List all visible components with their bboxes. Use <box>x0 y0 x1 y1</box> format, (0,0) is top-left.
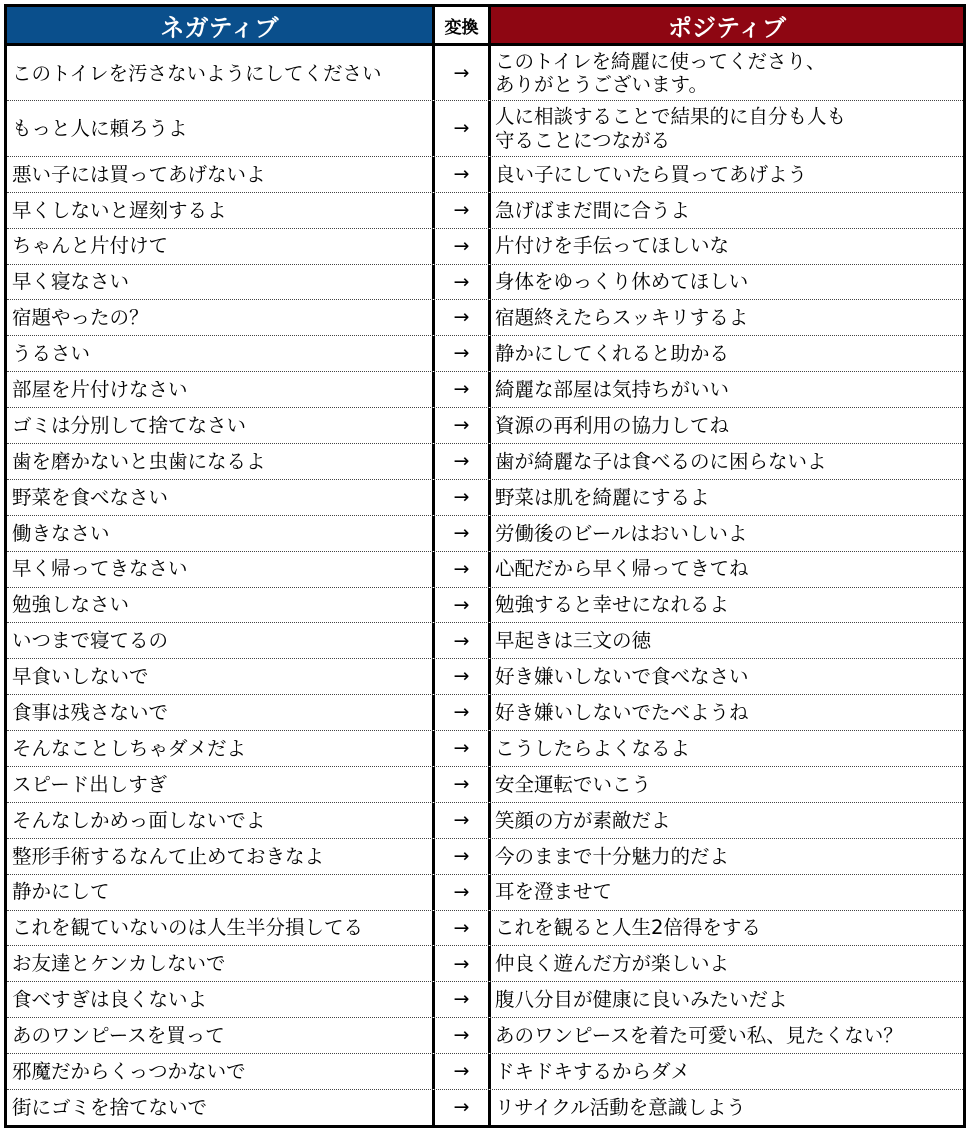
negative-phrase: 整形手術するなんて止めておきなよ <box>7 839 435 874</box>
table-row <box>7 838 963 874</box>
convert-column-header: 変換 <box>435 7 491 43</box>
table-row <box>7 407 963 443</box>
table-row <box>7 1089 963 1125</box>
table-row <box>7 46 963 100</box>
negative-phrase: 早くしないと遅刻するよ <box>7 193 435 228</box>
negative-phrase: 静かにして <box>7 875 435 910</box>
negative-phrase: 食べすぎは良くないよ <box>7 982 435 1017</box>
negative-phrase: 野菜を食べなさい <box>7 480 435 515</box>
negative-phrase: 食事は残さないで <box>7 695 435 730</box>
arrow-icon: → <box>435 552 491 587</box>
negative-phrase: もっと人に頼ろうよ <box>7 101 435 155</box>
arrow-icon: → <box>435 659 491 694</box>
arrow-icon: → <box>435 1054 491 1089</box>
table-row <box>7 945 963 981</box>
negative-phrase: うるさい <box>7 336 435 371</box>
positive-phrase: 身体をゆっくり休めてほしい <box>495 270 749 294</box>
positive-phrase: 良い子にしていたら買ってあげよう <box>495 162 808 186</box>
arrow-icon: → <box>435 408 491 443</box>
negative-phrase: スピード出しすぎ <box>7 767 435 802</box>
table-row <box>7 910 963 946</box>
positive-phrase: ドキドキするからダメ <box>495 1059 691 1083</box>
negative-phrase: いつまで寝てるの <box>7 623 435 658</box>
arrow-icon: → <box>435 839 491 874</box>
negative-phrase: そんなことしちゃダメだよ <box>7 731 435 766</box>
arrow-icon: → <box>435 803 491 838</box>
positive-phrase: 労働後のビールはおいしいよ <box>495 521 748 545</box>
positive-phrase: 好き嫌いしないでたべようね <box>495 700 749 724</box>
positive-phrase: 歯が綺麗な子は食べるのに困らないよ <box>495 449 827 473</box>
table-row <box>7 443 963 479</box>
negative-phrase: 早食いしないで <box>7 659 435 694</box>
table-row <box>7 192 963 228</box>
arrow-icon: → <box>435 911 491 946</box>
table-row <box>7 1053 963 1089</box>
table-row <box>7 264 963 300</box>
positive-phrase: 今のままで十分魅力的だよ <box>495 844 730 868</box>
positive-phrase: 資源の再利用の協力してね <box>495 413 730 437</box>
negative-phrase: あのワンピースを買って <box>7 1018 435 1053</box>
positive-phrase: 好き嫌いしないで食べなさい <box>495 665 749 689</box>
arrow-icon: → <box>435 336 491 371</box>
arrow-icon: → <box>435 875 491 910</box>
negative-phrase: ゴミは分別して捨てなさい <box>7 408 435 443</box>
arrow-icon: → <box>435 101 491 155</box>
table-row <box>7 694 963 730</box>
arrow-icon: → <box>435 46 491 100</box>
negative-phrase: 早く寝なさい <box>7 265 435 300</box>
arrow-icon: → <box>435 193 491 228</box>
negative-phrase: 宿題やったの？ <box>7 300 435 335</box>
negative-phrase: このトイレを汚さないようにしてください <box>7 46 435 100</box>
positive-phrase: あのワンピースを着た可愛い私、見たくない？ <box>495 1024 903 1047</box>
arrow-icon: → <box>435 516 491 551</box>
positive-phrase: 心配だから早く帰ってきてね <box>495 557 749 581</box>
positive-phrase: 片付けを手伝ってほしいな <box>495 234 730 258</box>
arrow-icon: → <box>435 946 491 981</box>
arrow-icon: → <box>435 372 491 407</box>
arrow-icon: → <box>435 265 491 300</box>
positive-phrase: これを観ると人生2倍得をする <box>495 916 761 940</box>
negative-phrase: 部屋を片付けなさい <box>7 372 435 407</box>
positive-phrase: 綺麗な部屋は気持ちがいい <box>495 377 730 401</box>
table-row <box>7 228 963 264</box>
positive-phrase: 仲良く遊んだ方が楽しいよ <box>495 952 730 976</box>
positive-column-header: ポジティブ <box>491 7 963 43</box>
negative-phrase: ちゃんと片付けて <box>7 229 435 264</box>
positive-phrase: 宿題終えたらスッキリするよ <box>495 306 749 330</box>
table-row <box>7 551 963 587</box>
arrow-icon: → <box>435 695 491 730</box>
positive-phrase: 静かにしてくれると助かる <box>495 342 730 366</box>
arrow-icon: → <box>435 623 491 658</box>
table-row <box>7 802 963 838</box>
table-row <box>7 766 963 802</box>
negative-phrase: 働きなさい <box>7 516 435 551</box>
positive-phrase: 早起きは三文の徳 <box>495 629 652 653</box>
table-row <box>7 479 963 515</box>
arrow-icon: → <box>435 982 491 1017</box>
arrow-icon: → <box>435 300 491 335</box>
table-row <box>7 371 963 407</box>
arrow-icon: → <box>435 767 491 802</box>
negative-phrase: 街にゴミを捨てないで <box>7 1090 435 1125</box>
arrow-icon: → <box>435 229 491 264</box>
positive-phrase: 人に相談することで結果的に自分も人も 守ることにつながる <box>495 105 847 152</box>
arrow-icon: → <box>435 731 491 766</box>
positive-phrase: 腹八分目が健康に良いみたいだよ <box>495 988 788 1012</box>
negative-phrase: 早く帰ってきなさい <box>7 552 435 587</box>
arrow-icon: → <box>435 588 491 623</box>
negative-phrase: そんなしかめっ面しないでよ <box>7 803 435 838</box>
arrow-icon: → <box>435 1090 491 1125</box>
negative-phrase: 勉強しなさい <box>7 588 435 623</box>
positive-phrase: 安全運転でいこう <box>495 772 652 796</box>
table-row <box>7 100 963 155</box>
positive-phrase: このトイレを綺麗に使ってくださり、 ありがとうございます。 <box>495 49 826 97</box>
table-header <box>7 7 963 46</box>
table-row <box>7 515 963 551</box>
table-body <box>7 46 963 1125</box>
table-row <box>7 299 963 335</box>
positive-phrase: 耳を澄ませて <box>495 880 613 904</box>
positive-phrase: 急げばまだ間に合うよ <box>495 198 691 222</box>
conversion-table <box>4 4 966 1128</box>
table-row <box>7 587 963 623</box>
table-row <box>7 981 963 1017</box>
negative-phrase: お友達とケンカしないで <box>7 946 435 981</box>
table-row <box>7 622 963 658</box>
positive-phrase: こうしたらよくなるよ <box>495 736 691 760</box>
negative-phrase: 歯を磨かないと虫歯になるよ <box>7 444 435 479</box>
negative-phrase: 悪い子には買ってあげないよ <box>7 157 435 192</box>
positive-phrase: 野菜は肌を綺麗にするよ <box>495 485 710 509</box>
positive-phrase: 勉強すると幸せになれるよ <box>495 593 730 617</box>
arrow-icon: → <box>435 480 491 515</box>
table-row <box>7 874 963 910</box>
negative-phrase: これを観ていないのは人生半分損してる <box>7 911 435 946</box>
arrow-icon: → <box>435 444 491 479</box>
table-row <box>7 730 963 766</box>
negative-column-header: ネガティブ <box>7 7 435 43</box>
arrow-icon: → <box>435 1018 491 1053</box>
positive-phrase: リサイクル活動を意識しよう <box>495 1095 746 1119</box>
table-row <box>7 1017 963 1053</box>
negative-phrase: 邪魔だからくっつかないで <box>7 1054 435 1089</box>
table-row <box>7 658 963 694</box>
positive-phrase: 笑顔の方が素敵だよ <box>495 808 671 832</box>
table-row <box>7 156 963 192</box>
table-row <box>7 335 963 371</box>
arrow-icon: → <box>435 157 491 192</box>
